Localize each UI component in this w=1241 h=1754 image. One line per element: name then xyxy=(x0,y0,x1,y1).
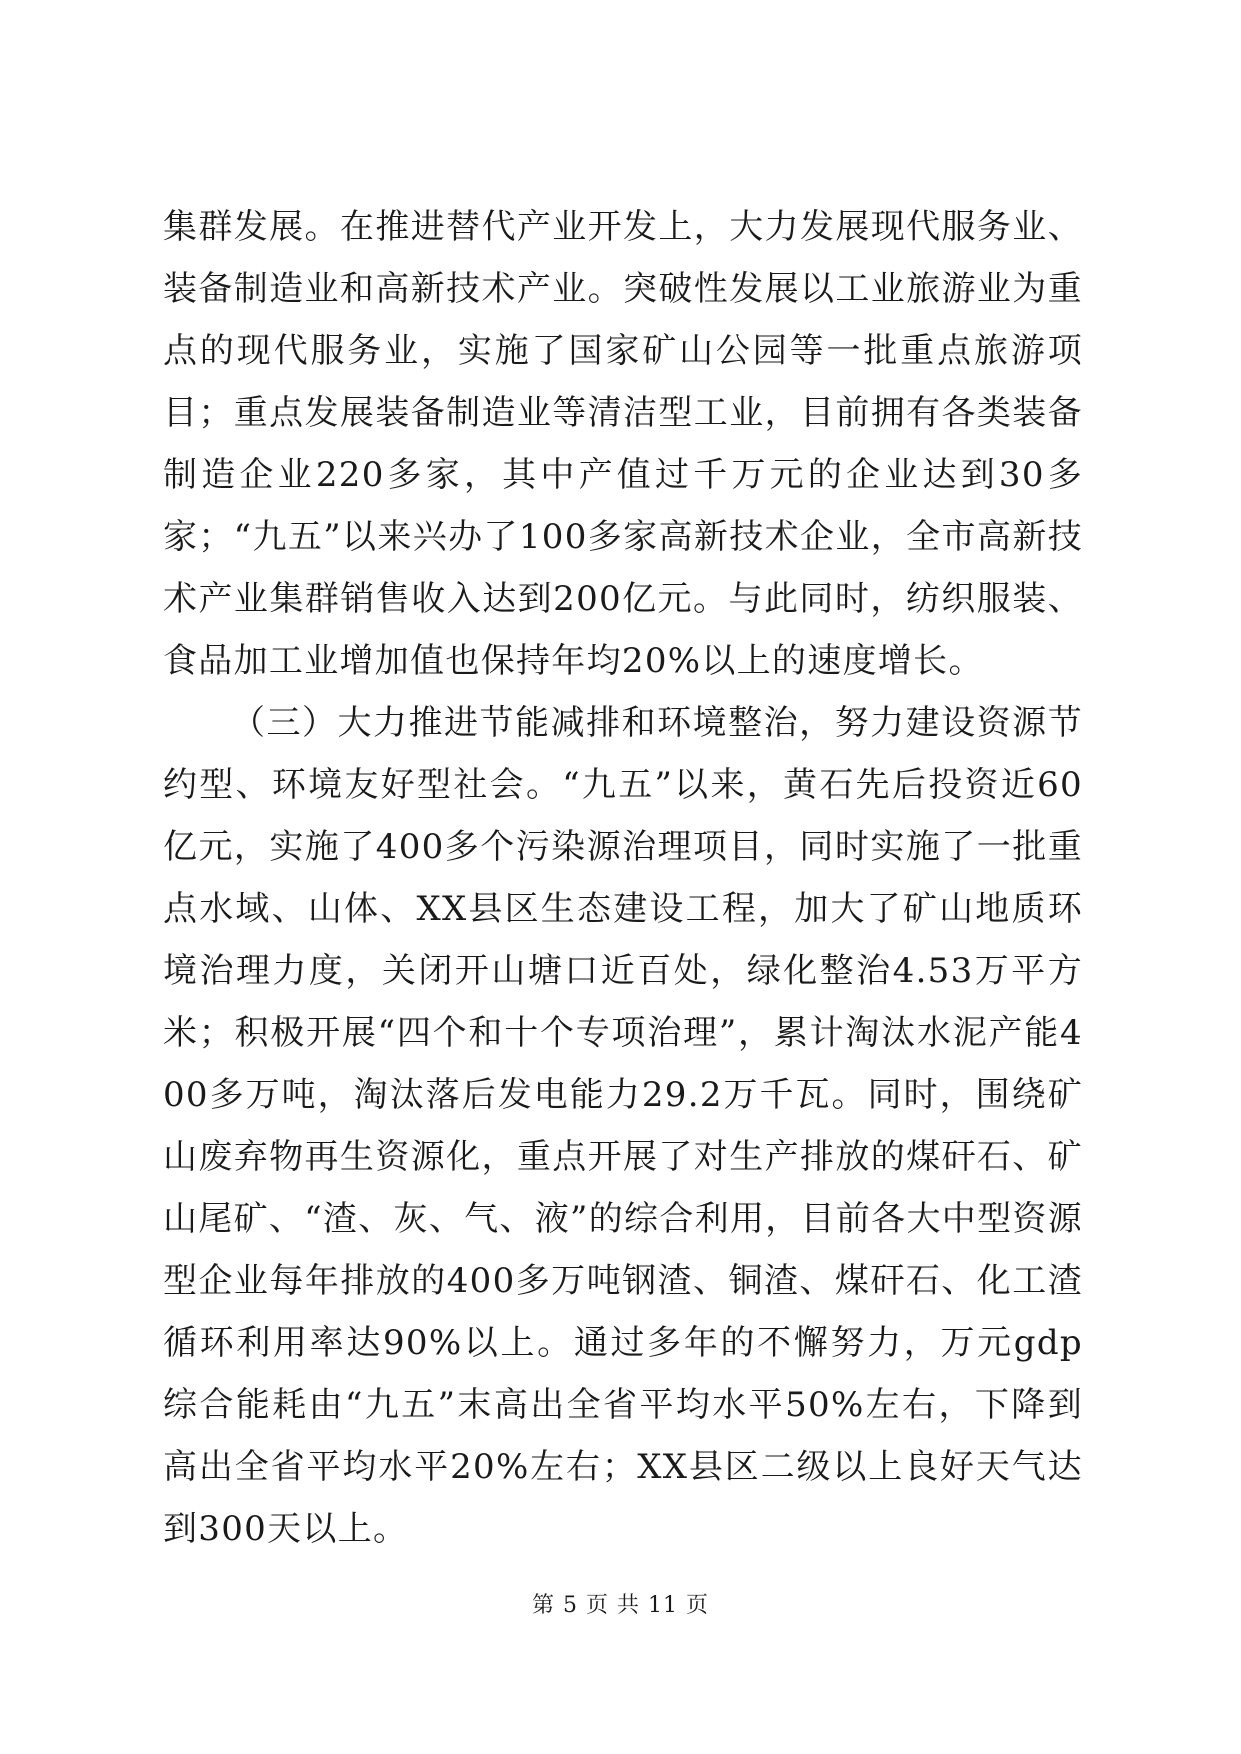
paragraph-continuation: 集群发展。在推进替代产业开发上，大力发展现代服务业、装备制造业和高新技术产业。突破性发展以工业旅游业为重点的现代服务业，实施了国家矿山公园等一批重点旅游项目；重点发展装备制造业等清洁型工业，目前拥有各类装备制造企业220多家，其中产值过千万元的企业达到30多家；“九五”以来兴办了100多家高新技术企业，全市高新技术产业集群销售收入达到200亿元。与此同时，纺织服装、食品加工业增加值也保持年均20%以上的速度增长。 xyxy=(163,207,1083,681)
page-number-footer: 第 5 页 共 11 页 xyxy=(532,1593,709,1618)
paragraph-section-three: （三）大力推进节能减排和环境整治，努力建设资源节约型、环境友好型社会。“九五”以来，黄石先后投资近60亿元，实施了400多个污染源治理项目，同时实施了一批重点水域、山体、XX县区生态建设工程，加大了矿山地质环境治理力度，关闭开山塘口近百处，绿化整治4.53万平方米；积极开展“四个和十个专项治理”，累计淘汰水泥产能400多万吨，淘汰落后发电能力29.2万千瓦。同时，围绕矿山废弃物再生资源化，重点开展了对生产排放的煤矸石、矿山尾矿、“渣、灰、气、液”的综合利用，目前各大中型资源型企业每年排放的400多万吨钢渣、铜渣、煤矸石、化工渣循环利用率达90%以上。通过多年的不懈努力，万元gdp综合能耗由“九五”末高出全省平均水平50%左右，下降到高出全省平均水平20%左右；XX县区二级以上良好天气达到300天以上。 xyxy=(163,703,1083,1549)
document-body xyxy=(163,196,1083,1560)
